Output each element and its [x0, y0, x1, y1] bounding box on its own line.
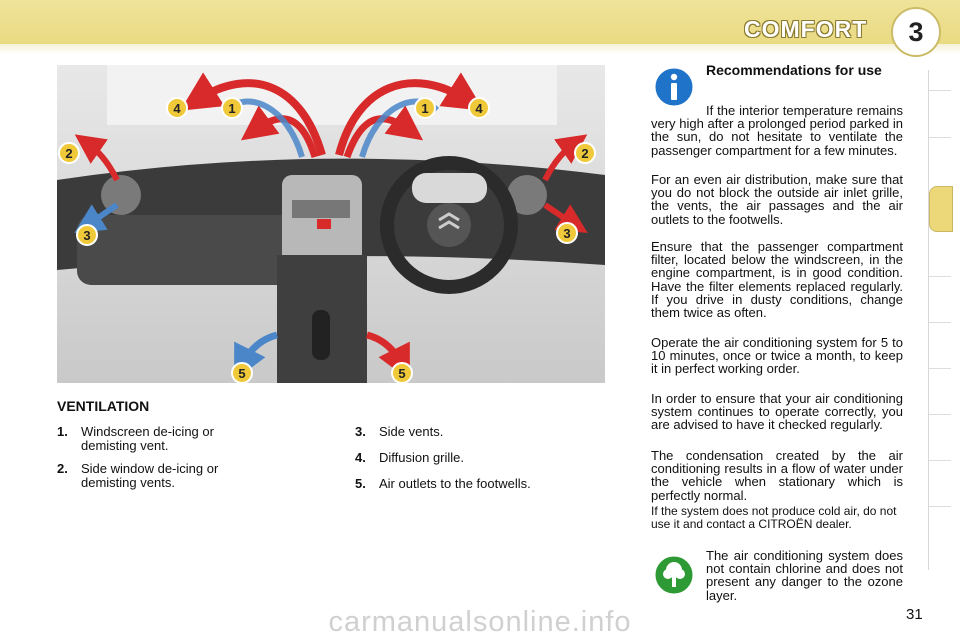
paragraph: Operate the air conditioning system for 5 to 10 minutes, once or twice a month, to keep it in perfect working order. — [651, 335, 903, 377]
side-tab[interactable] — [929, 368, 951, 413]
info-icon — [654, 67, 694, 107]
svg-text:3: 3 — [563, 226, 571, 241]
list-item — [355, 477, 595, 493]
list-item — [355, 451, 595, 467]
paragraph: If the interior temperature remains very high after a prolonged period parked in the sun, do not hesitate to ventilate the passenger compartment for a few minutes. — [651, 103, 903, 158]
svg-text:4: 4 — [173, 101, 181, 116]
paragraph: Ensure that the passenger compartment filter, located below the windscreen, in the engine compartment, is in good condition. Have the filter elements replaced regularly. If you drive in dusty conditions, change them twice as often. — [651, 239, 903, 321]
side-tab-active[interactable] — [929, 186, 953, 232]
svg-text:4: 4 — [475, 101, 483, 116]
side-tab[interactable] — [929, 460, 951, 505]
svg-text:1: 1 — [421, 101, 429, 116]
side-tab[interactable] — [929, 137, 951, 182]
recommendations-title: Recommendations for use — [706, 62, 882, 78]
list-item — [57, 462, 277, 492]
eco-note: The air conditioning system does not contain chlorine and does not present any danger to the ozone layer. — [706, 548, 903, 603]
paragraph: The condensation created by the air conditioning results in a flow of water under the vehicle when stationary which is perfectly normal. — [651, 448, 903, 503]
item-text: Side vents. — [379, 424, 444, 439]
header-fade — [0, 44, 960, 54]
item-number: 2. — [57, 461, 68, 476]
item-text: Diffusion grille. — [379, 450, 465, 465]
callout-3 — [557, 223, 577, 243]
item-number: 1. — [57, 424, 68, 439]
callout-5 — [232, 363, 252, 383]
callout-1 — [415, 98, 435, 118]
side-tab[interactable] — [929, 414, 951, 459]
callout-4 — [167, 98, 187, 118]
side-tab[interactable] — [929, 276, 951, 321]
environment-tree-icon — [654, 555, 694, 595]
paragraph: For an even air distribution, make sure that you do not block the outside air inlet grille, the vents, the air passages and the air outlets to the footwells. — [651, 172, 903, 227]
svg-text:2: 2 — [65, 146, 73, 161]
chapter-number-badge: 3 — [891, 7, 941, 57]
item-text: Windscreen de-icing or demisting vent. — [81, 424, 214, 453]
watermark: carmanualsonline.info — [328, 606, 632, 638]
svg-text:5: 5 — [238, 366, 246, 381]
svg-text:3: 3 — [83, 228, 91, 243]
callout-2 — [59, 143, 79, 163]
svg-text:5: 5 — [398, 366, 406, 381]
side-tab[interactable] — [929, 322, 951, 367]
item-text: Air outlets to the footwells. — [379, 476, 531, 491]
callout-1 — [222, 98, 242, 118]
callout-4 — [469, 98, 489, 118]
paragraph: In order to ensure that your air conditioning system continues to operate correctly, you are advised to have it checked regularly. — [651, 391, 903, 433]
list-item — [355, 425, 595, 441]
item-number: 4. — [355, 450, 366, 465]
svg-text:2: 2 — [581, 146, 589, 161]
svg-text:1: 1 — [228, 101, 236, 116]
section-title: VENTILATION — [57, 398, 150, 414]
callout-2 — [575, 143, 595, 163]
side-tab[interactable] — [929, 506, 951, 551]
chapter-title: COMFORT — [744, 16, 868, 42]
dashboard-ventilation-illustration — [57, 65, 605, 383]
callout-3 — [77, 225, 97, 245]
item-number: 3. — [355, 424, 366, 439]
paragraph-small: If the system does not produce cold air, do not use it and contact a CITROËN dealer. — [651, 504, 897, 531]
callout-5 — [392, 363, 412, 383]
page-number: 31 — [906, 606, 923, 623]
list-item — [57, 425, 277, 455]
side-tab[interactable] — [929, 90, 951, 135]
item-number: 5. — [355, 476, 366, 491]
item-text: Side window de-icing or demisting vents. — [81, 461, 219, 490]
